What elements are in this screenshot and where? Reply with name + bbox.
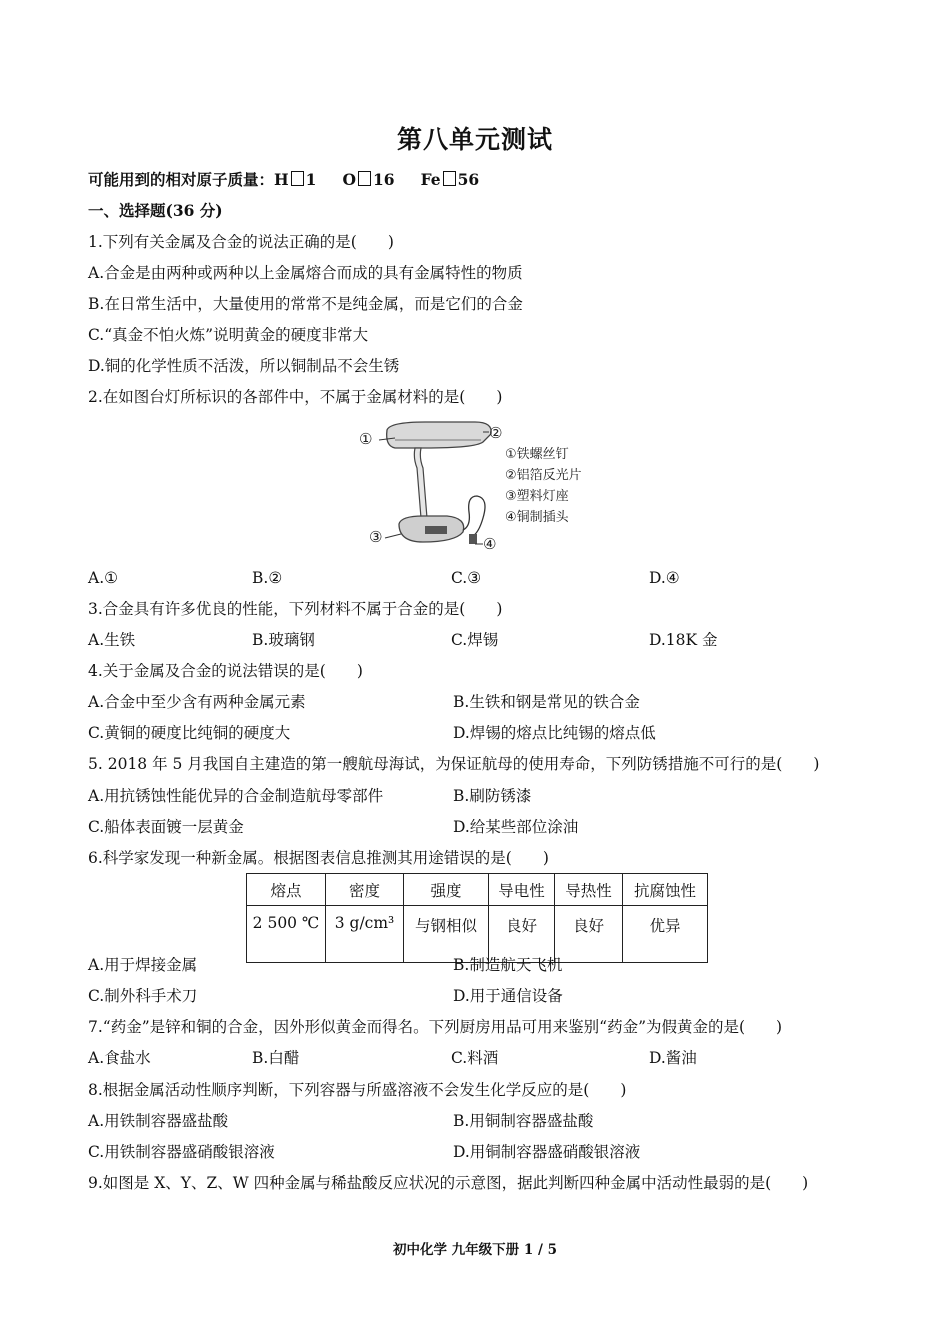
q4-option-c: C.黄铜的硬度比纯铜的硬度大: [88, 724, 291, 742]
marker-2: ②: [489, 424, 503, 442]
header-strength: 强度: [404, 874, 489, 906]
q5-option-d: D.给某些部位涂油: [453, 818, 579, 836]
q5-option-a: A.用抗锈蚀性能优异的合金制造航母零部件: [88, 787, 384, 805]
q4-option-a: A.合金中至少含有两种金属元素: [88, 693, 306, 711]
lamp-cord: [463, 496, 485, 536]
q6-option-c: C.制外科手术刀: [88, 987, 198, 1005]
value-density: 3 g/cm³: [326, 906, 404, 963]
page-footer: 初中化学 九年级下册 1 / 5: [392, 1242, 558, 1258]
q9-stem: 9.如图是 X、Y、Z、W 四种金属与稀盐酸反应状况的示意图，据此判断四种金属中活动性最弱的是( ): [88, 1174, 809, 1192]
mass-fe: 56: [457, 170, 480, 189]
value-corrosion-resistance: 优异: [623, 906, 708, 963]
q4-stem: 4.关于金属及合金的说法错误的是( ): [88, 662, 363, 680]
q6-stem: 6.科学家发现一种新金属。根据图表信息推测其用途错误的是( ): [88, 849, 549, 867]
value-conductivity: 良好: [489, 906, 555, 963]
marker-1: ①: [359, 430, 373, 448]
q6-option-a: A.用于焊接金属: [88, 956, 198, 974]
atomic-mass-label: 可能用到的相对原子质量：: [88, 170, 275, 189]
page-title: 第八单元测试: [396, 125, 553, 154]
value-thermal-conductivity: 良好: [555, 906, 623, 963]
q4-option-d: D.焊锡的熔点比纯锡的熔点低: [453, 724, 656, 742]
blank-box: [443, 171, 456, 186]
q3-option-c: C.焊锡: [451, 631, 499, 649]
q7-option-d: D.酱油: [649, 1049, 697, 1067]
value-strength: 与钢相似: [404, 906, 489, 963]
lamp-plug: [469, 534, 477, 544]
element-fe: Fe: [420, 170, 441, 189]
mass-h: 1: [305, 170, 317, 189]
q1-option-c: C.“真金不怕火炼”说明黄金的硬度非常大: [88, 326, 369, 344]
table-header-row: [247, 874, 708, 906]
value-melting-point: 2 500 ℃: [247, 906, 326, 963]
element-o: O: [342, 170, 356, 189]
q7-option-a: A.食盐水: [88, 1049, 151, 1067]
q2-option-a: A.①: [88, 569, 119, 587]
legend-3: ③塑料灯座: [505, 489, 569, 504]
blank-box: [291, 171, 304, 186]
q8-option-d: D.用铜制容器盛硝酸银溶液: [453, 1143, 641, 1161]
atomic-mass-line: [88, 170, 479, 190]
lamp-head: [387, 422, 492, 448]
element-h: H: [274, 170, 289, 189]
header-melting-point: 熔点: [247, 874, 326, 906]
q6-option-b: B.制造航天飞机: [453, 956, 563, 974]
table-value-row: [247, 906, 708, 963]
q1-option-d: D.铜的化学性质不活泼，所以铜制品不会生锈: [88, 357, 400, 375]
lamp-arm: [414, 448, 427, 518]
q5-option-b: B.刷防锈漆: [453, 787, 532, 805]
q2-option-d: D.④: [649, 569, 680, 587]
lamp-switch: [425, 526, 447, 534]
q8-stem: 8.根据金属活动性顺序判断，下列容器与所盛溶液不会发生化学反应的是( ): [88, 1081, 627, 1099]
q5-option-c: C.船体表面镀一层黄金: [88, 818, 244, 836]
blank-box: [358, 171, 371, 186]
section-heading: 一、选择题(36 分): [88, 201, 223, 220]
mass-o: 16: [372, 170, 395, 189]
leader-line-3: [385, 534, 401, 538]
q3-stem: 3.合金具有许多优良的性能，下列材料不属于合金的是( ): [88, 600, 503, 618]
q8-option-c: C.用铁制容器盛硝酸银溶液: [88, 1143, 275, 1161]
q2-option-c: C.③: [451, 569, 482, 587]
legend-1: ①铁螺丝钉: [505, 447, 569, 462]
q7-option-b: B.白醋: [252, 1049, 300, 1067]
metal-properties-table: [246, 873, 708, 963]
q8-option-a: A.用铁制容器盛盐酸: [88, 1112, 229, 1130]
legend-4: ④铜制插头: [505, 510, 569, 525]
header-corrosion-resistance: 抗腐蚀性: [623, 874, 708, 906]
q3-option-a: A.生铁: [88, 631, 136, 649]
q6-option-d: D.用于通信设备: [453, 987, 563, 1005]
q3-option-d: D.18K 金: [649, 631, 718, 649]
q1-stem: 1.下列有关金属及合金的说法正确的是( ): [88, 233, 394, 251]
q3-option-b: B.玻璃钢: [252, 631, 315, 649]
q2-option-b: B.②: [252, 569, 283, 587]
desk-lamp-figure: [355, 418, 595, 558]
legend-2: ②铝箔反光片: [505, 468, 582, 483]
q7-stem: 7.“药金”是锌和铜的合金，因外形似黄金而得名。下列厨房用品可用来鉴别“药金”为假黄金的是( ): [88, 1018, 783, 1036]
q1-option-b: B.在日常生活中，大量使用的常常不是纯金属，而是它们的合金: [88, 295, 523, 313]
header-density: 密度: [326, 874, 404, 906]
q7-option-c: C.料酒: [451, 1049, 499, 1067]
q5-stem: 5. 2018 年 5 月我国自主建造的第一艘航母海试，为保证航母的使用寿命，下列防锈措施不可行的是( ): [88, 755, 820, 773]
header-thermal-conductivity: 导热性: [555, 874, 623, 906]
header-conductivity: 导电性: [489, 874, 555, 906]
q4-option-b: B.生铁和钢是常见的铁合金: [453, 693, 640, 711]
q1-option-a: A.合金是由两种或两种以上金属熔合而成的具有金属特性的物质: [88, 264, 523, 282]
marker-4: ④: [483, 535, 497, 553]
q2-stem: 2.在如图台灯所标识的各部件中，不属于金属材料的是( ): [88, 388, 503, 406]
q8-option-b: B.用铜制容器盛盐酸: [453, 1112, 594, 1130]
marker-3: ③: [369, 528, 383, 546]
